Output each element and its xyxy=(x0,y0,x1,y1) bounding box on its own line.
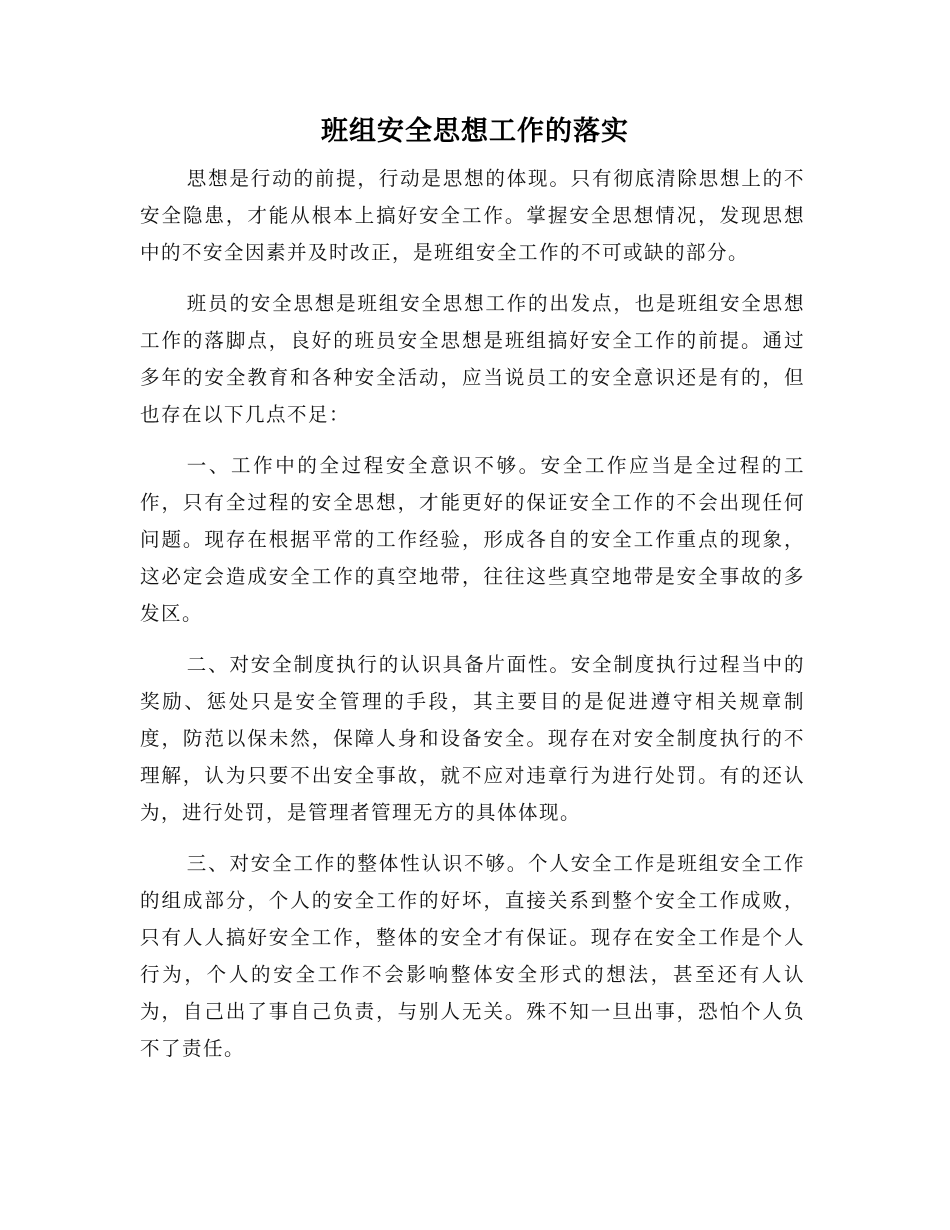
paragraph-5: 三、对安全工作的整体性认识不够。个人安全工作是班组安全工作的组成部分，个人的安全工作的好坏，直接关系到整个安全工作成败，只有人人搞好安全工作，整体的安全才有保证。现存在安全工作是个人行为，个人的安全工作不会影响整体安全形式的想法，甚至还有人认为，自己出了事自己负责，与别人无关。殊不知一旦出事，恐怕个人负不了责任。 xyxy=(140,852,805,1060)
document-title: 班组安全思想工作的落实 xyxy=(321,116,629,147)
paragraph-1: 思想是行动的前提，行动是思想的体现。只有彻底清除思想上的不安全隐患，才能从根本上搞好安全工作。掌握安全思想情况，发现思想中的不安全因素并及时改正，是班组安全工作的不可或缺的部分。 xyxy=(140,167,805,264)
paragraph-3: 一、工作中的全过程安全意识不够。安全工作应当是全过程的工作，只有全过程的安全思想，才能更好的保证安全工作的不会出现任何问题。现存在根据平常的工作经验，形成各自的安全工作重点的现象，这必定会造成安全工作的真空地带，往往这些真空地带是安全事故的多发区。 xyxy=(140,454,805,625)
paragraph-4: 二、对安全制度执行的认识具备片面性。安全制度执行过程当中的奖励、惩处只是安全管理的手段，其主要目的是促进遵守相关规章制度，防范以保未然，保障人身和设备安全。现存在对安全制度执行的不理解，认为只要不出安全事故，就不应对违章行为进行处罚。有的还认为，进行处罚，是管理者管理无方的具体体现。 xyxy=(140,653,805,824)
document-body xyxy=(140,160,805,1081)
paragraph-2: 班员的安全思想是班组安全思想工作的出发点，也是班组安全思想工作的落脚点，良好的班员安全思想是班组搞好安全工作的前提。通过多年的安全教育和各种安全活动，应当说员工的安全意识还是有的，但也存在以下几点不足： xyxy=(140,292,805,426)
